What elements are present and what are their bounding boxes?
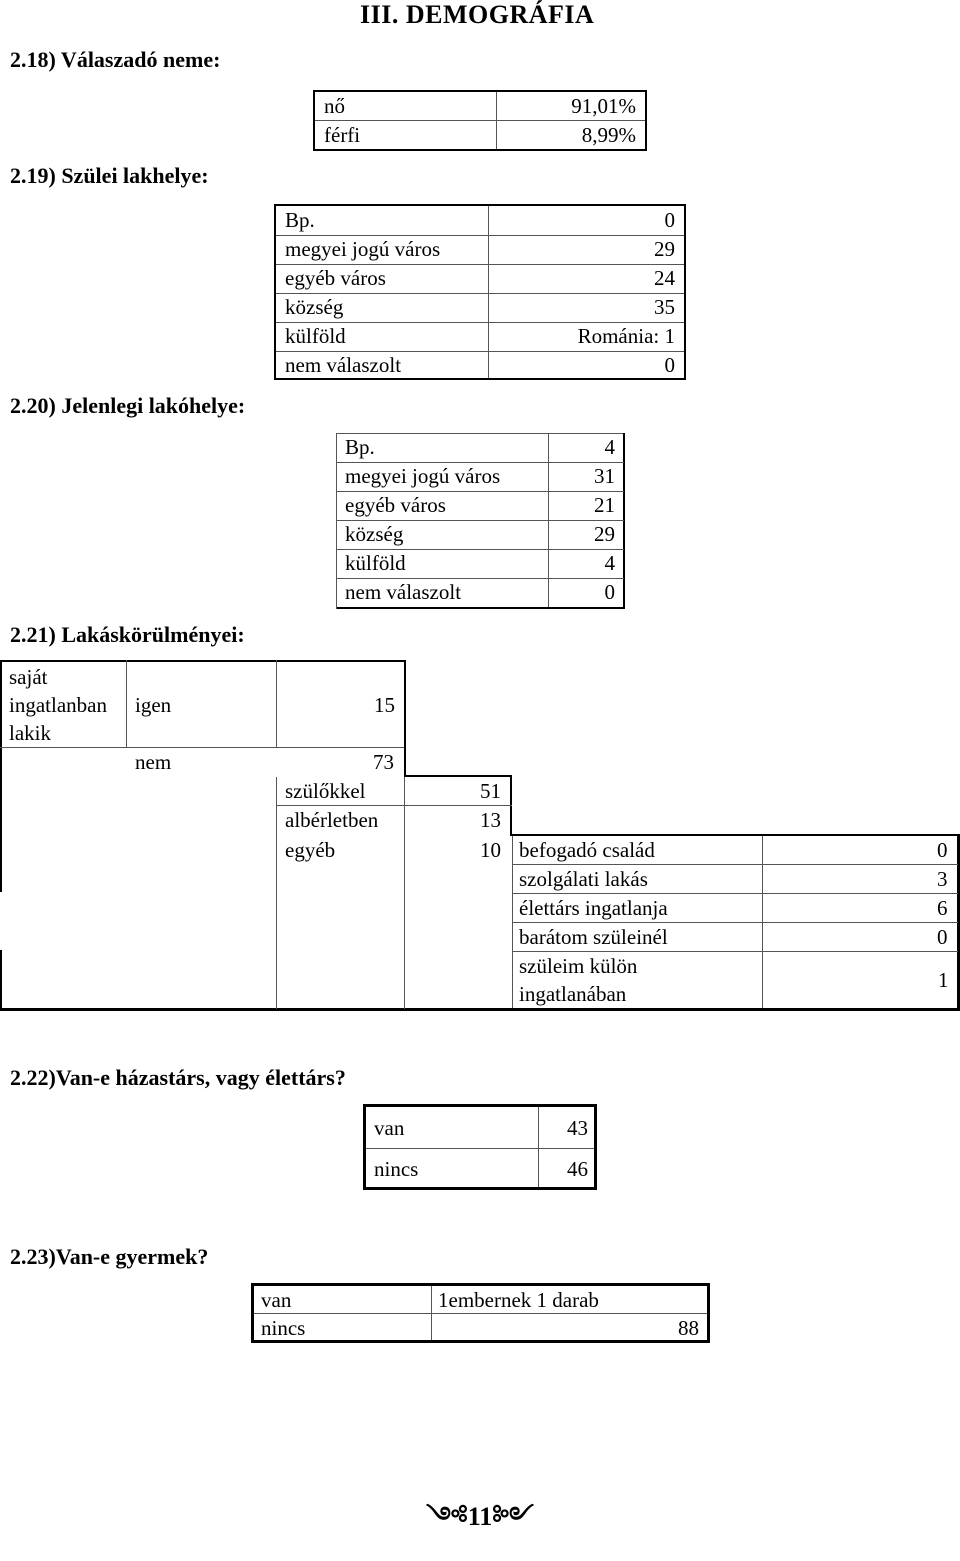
ornament-left-icon: ༺ [426, 1502, 468, 1531]
other-label: barátom szüleinél [519, 925, 668, 949]
other-value: 3 [937, 867, 948, 891]
children-label: nincs [261, 1316, 306, 1340]
partner-label: nincs [374, 1157, 419, 1181]
other-label: befogadó család [519, 838, 655, 862]
section-heading: III. DEMOGRÁFIA [360, 0, 595, 29]
parents-label: nem válaszolt [285, 353, 402, 377]
sub-value: 51 [480, 779, 501, 803]
own-yes-value: 15 [374, 693, 395, 717]
sub-value: 13 [480, 808, 501, 832]
parents-value: 24 [654, 266, 675, 290]
partner-value: 43 [567, 1116, 588, 1140]
ornament-right-icon: ༻ [492, 1502, 534, 1531]
current-label: egyéb város [345, 493, 446, 517]
current-value: 4 [604, 435, 615, 459]
question-2-23-title: 2.23)Van-e gyermek? [10, 1244, 209, 1269]
current-residence-table [336, 433, 625, 609]
sub-value: 10 [480, 838, 501, 862]
parents-value: Románia: 1 [577, 324, 675, 348]
gender-table [313, 90, 647, 151]
gender-label-male: férfi [324, 123, 361, 147]
parents-residence-table [274, 204, 686, 380]
current-label: nem válaszolt [345, 580, 462, 604]
gender-value-female: 91,01% [571, 94, 636, 118]
parents-value: 0 [664, 353, 675, 377]
other-label-line2: ingatlanában [519, 982, 627, 1006]
sub-label: albérletben [285, 808, 379, 832]
children-label: van [261, 1288, 292, 1312]
other-label: élettárs ingatlanja [519, 896, 668, 920]
other-value: 0 [937, 838, 948, 862]
current-value: 4 [604, 551, 615, 575]
current-label: község [345, 522, 404, 546]
question-2-22-title: 2.22)Van-e házastárs, vagy élettárs? [10, 1065, 346, 1090]
parents-label: külföld [285, 324, 346, 348]
own-no-label: nem [135, 750, 172, 774]
page-number: 11 [467, 1502, 493, 1531]
parents-value: 0 [664, 208, 675, 232]
question-2-21-title: 2.21) Lakáskörülményei: [10, 622, 245, 647]
question-2-18-title: 2.18) Válaszadó neme: [10, 47, 221, 72]
current-label: Bp. [345, 435, 375, 459]
other-value: 1 [938, 968, 949, 992]
gender-label-female: nő [324, 94, 345, 118]
parents-label: Bp. [285, 208, 315, 232]
children-value: 88 [678, 1316, 699, 1340]
partner-table [363, 1104, 597, 1190]
parents-label: egyéb város [285, 266, 386, 290]
current-value: 29 [594, 522, 615, 546]
own-property-label-line3: lakik [9, 721, 51, 745]
current-label: külföld [345, 551, 406, 575]
sub-label: egyéb [285, 838, 336, 862]
own-no-value: 73 [373, 750, 394, 774]
partner-value: 46 [567, 1157, 588, 1181]
children-table [251, 1283, 710, 1343]
page-footer [380, 1488, 580, 1561]
gender-value-male: 8,99% [581, 123, 636, 147]
question-2-19-title: 2.19) Szülei lakhelye: [10, 163, 209, 188]
own-property-label-line2: ingatlanban [9, 693, 107, 717]
sub-label: szülőkkel [285, 779, 366, 803]
own-yes-label: igen [135, 693, 172, 717]
parents-value: 29 [654, 237, 675, 261]
own-property-label-line1: saját [9, 665, 48, 689]
current-value: 21 [594, 493, 615, 517]
partner-label: van [374, 1116, 405, 1140]
current-value: 31 [594, 464, 615, 488]
current-label: megyei jogú város [345, 464, 501, 488]
other-label: szolgálati lakás [519, 867, 648, 891]
question-2-20-title: 2.20) Jelenlegi lakóhelye: [10, 393, 246, 418]
other-value: 6 [937, 896, 948, 920]
parents-value: 35 [654, 295, 675, 319]
children-value: 1embernek 1 darab [438, 1288, 599, 1312]
other-label-line1: szüleim külön [519, 954, 638, 978]
parents-label: megyei jogú város [285, 237, 441, 261]
parents-label: község [285, 295, 344, 319]
current-value: 0 [604, 580, 615, 604]
housing-table [0, 660, 960, 1012]
other-value: 0 [937, 925, 948, 949]
